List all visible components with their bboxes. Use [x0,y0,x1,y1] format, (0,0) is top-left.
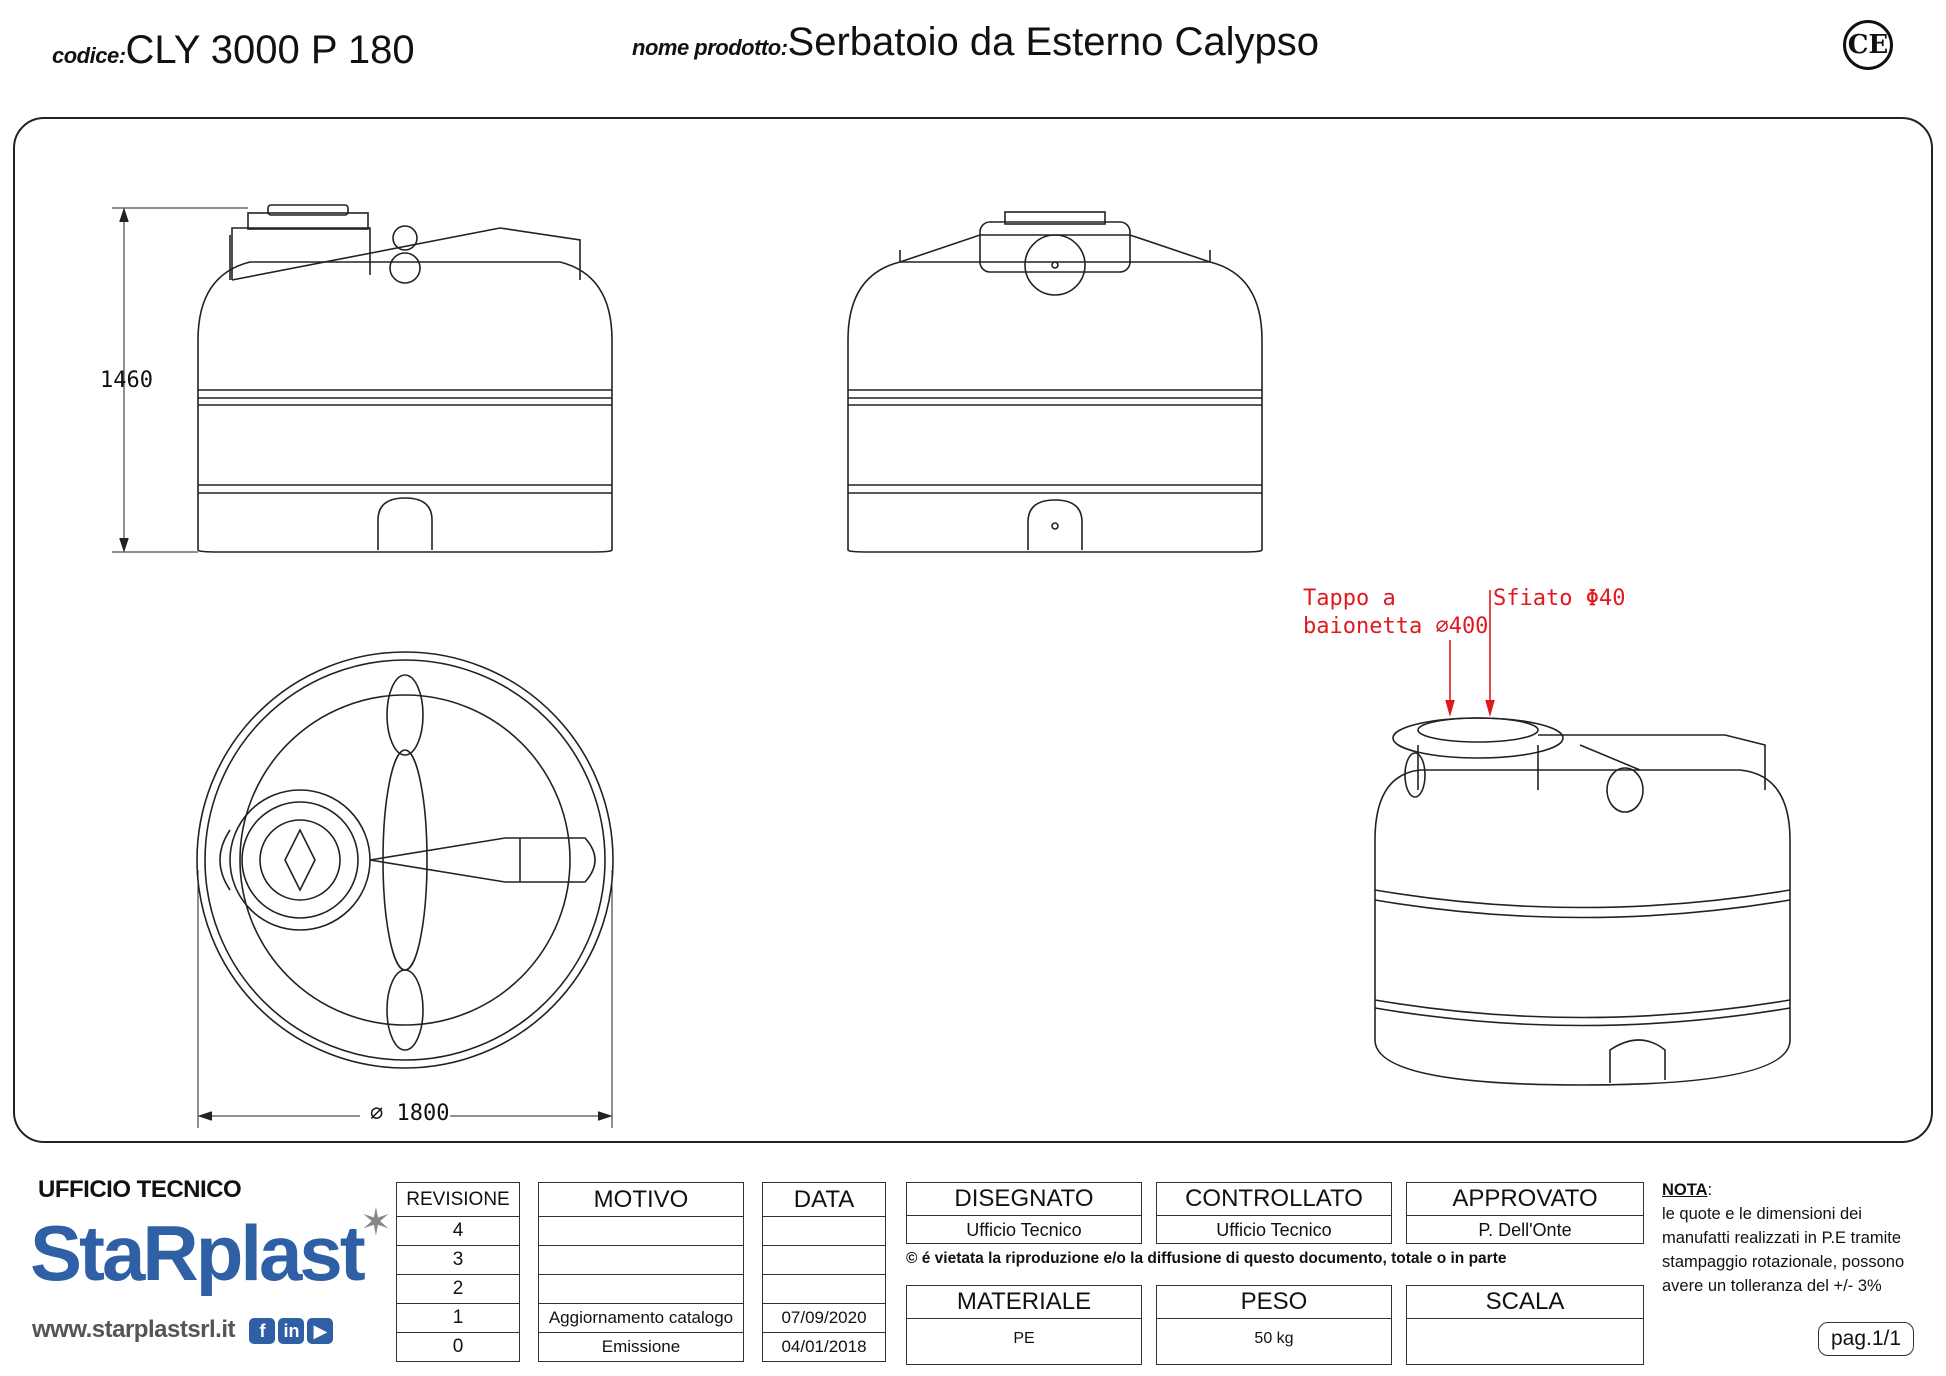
reason-header: MOTIVO [539,1183,744,1217]
top-view-tank [197,652,613,1068]
page-number: pag.1/1 [1818,1322,1914,1356]
approved-box [1406,1182,1644,1244]
material-box [906,1285,1142,1365]
front-view-tank [198,205,612,552]
height-dimension-label: 1460 [100,368,153,393]
youtube-icon[interactable]: ▶ [307,1318,333,1344]
revision-number: 3 [397,1246,520,1275]
revision-number: 4 [397,1217,520,1246]
revision-reason: Aggiornamento catalogo [539,1304,744,1333]
cap-callout-line2: baionetta ⌀400 [1303,614,1489,639]
side-view-tank [848,212,1262,552]
scale-label: SCALA [1407,1286,1643,1319]
revision-number: 1 [397,1304,520,1333]
revision-date: 07/09/2020 [763,1304,886,1333]
checked-value: Ufficio Tecnico [1216,1220,1332,1240]
cap-callout [1303,585,1488,641]
revision-reason [539,1275,744,1304]
revision-number: 2 [397,1275,520,1304]
revision-date [763,1246,886,1275]
office-label: UFFICIO TECNICO [38,1176,242,1203]
note-title: NOTA [1662,1181,1708,1199]
scale-value [1407,1319,1643,1347]
ce-mark-text: CE [1847,30,1889,60]
scale-box [1406,1285,1644,1365]
revision-date: 04/01/2018 [763,1333,886,1362]
weight-box [1156,1285,1392,1365]
website-link[interactable]: www.starplastsrl.it [32,1316,236,1343]
revision-reason: Emissione [539,1333,744,1362]
revision-reason [539,1246,744,1275]
revision-table [396,1182,520,1362]
name-value: Serbatoio da Esterno Calypso [787,20,1319,64]
date-table [762,1182,886,1362]
weight-value: 50 kg [1254,1330,1294,1347]
revision-header: REVISIONE [397,1183,520,1217]
isometric-view-tank [1375,718,1790,1085]
brand-logo [30,1202,392,1299]
code-value: CLY 3000 P 180 [125,28,415,72]
revision-reason [539,1217,744,1246]
vent-callout: Sfiato Φ40 [1493,586,1626,611]
brand-logo-text: StaRplast [30,1209,363,1297]
drawn-value: Ufficio Tecnico [966,1220,1082,1240]
reason-table [538,1182,744,1362]
revision-number: 0 [397,1333,520,1362]
drawn-box [906,1182,1142,1244]
cap-callout-line1: Tappo a [1303,586,1396,611]
checked-label: CONTROLLATO [1157,1183,1391,1216]
note-colon: : [1707,1181,1713,1199]
website-row [32,1316,333,1344]
checked-box [1156,1182,1392,1244]
date-header: DATA [763,1183,886,1217]
note-text: le quote e le dimensioni dei manufatti realizzati in P.E tramite stampaggio rotazionale, possono avere un tolleranza del +/- 3% [1662,1205,1905,1295]
diameter-value: 1800 [396,1101,450,1126]
revision-date [763,1275,886,1304]
weight-label: PESO [1157,1286,1391,1319]
drawn-label: DISEGNATO [907,1183,1141,1216]
logo-star-icon: ✶ [360,1202,392,1244]
facebook-icon[interactable]: f [249,1318,275,1344]
diameter-symbol-icon: ⌀ [370,1101,397,1126]
code-label: codice: [52,43,126,68]
approved-label: APPROVATO [1407,1183,1643,1216]
material-value: PE [1013,1330,1035,1347]
approved-value: P. Dell'Onte [1478,1220,1572,1240]
revision-date [763,1217,886,1246]
linkedin-icon[interactable]: in [278,1318,304,1344]
material-label: MATERIALE [907,1286,1141,1319]
name-label: nome prodotto: [632,35,788,60]
note-section [1662,1178,1932,1298]
diameter-dimension-label [370,1101,449,1126]
copyright-notice: © é vietata la riproduzione e/o la diffusione di questo documento, totale o in parte [906,1250,1507,1267]
